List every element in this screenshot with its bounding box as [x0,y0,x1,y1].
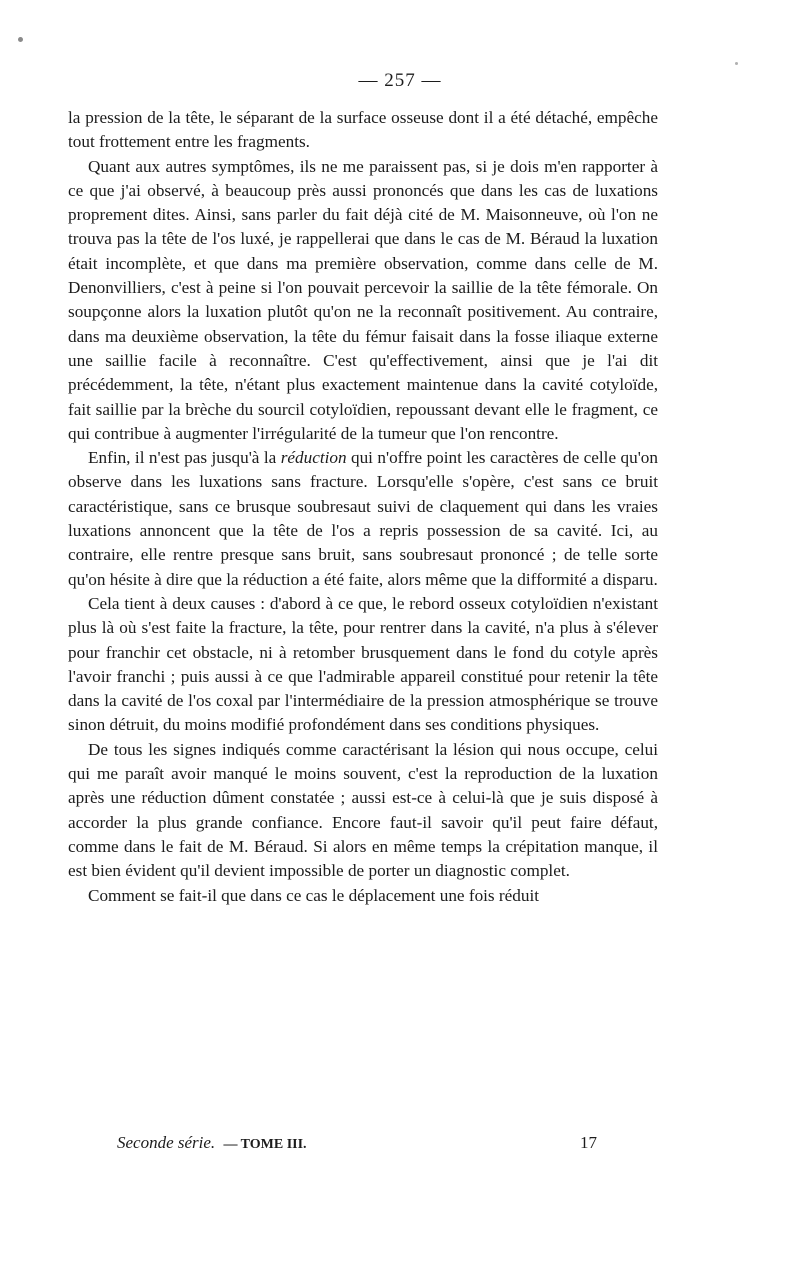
paragraph-1: la pression de la tête, le séparant de la surface osseuse dont il a été détaché, empêche tout frottement entre les fragments. [68,108,658,152]
paragraph-5: De tous les signes indiqués comme caractérisant la lésion qui nous occupe, celui qui me paraît avoir manqué le moins souvent, c'est la reproduction de la luxation après une réduction dûment constatée ; aussi est-ce à celui-là que je suis disposé à accorder la plus grande confiance. Encore faut-il savoir qu'il peut faire défaut, comme dans le fait de M. Béraud. Si alors en même temps la crépitation manque, il est bien évident qu'il devient impossible de porter un diagnostic complet. [68,739,658,881]
paragraph-3-end: qui n'offre point les caractères de celle qu'on observe dans les luxations sans fracture. Lorsqu'elle s'opère, c'est sans ce bruit caractéristique, sans ce brusque soubresaut suivi de claquement qui dans les vraies luxations annoncent que la tête de l'os a repris possession de sa cavité. Ici, au contraire, elle rentre presque sans bruit, sans soubresaut prononcé ; de telle sorte qu'on hésite à dire que la réduction a été faite, alors même que la difformité a disparu. [68,448,658,589]
paragraph-3-start: Enfin, il n'est pas jusqu'à la [88,448,281,468]
paragraph-6: Comment se fait-il que dans ce cas le déplacement une fois réduit [88,885,540,905]
footer-tome: — TOME III. [223,1137,307,1152]
paragraph-2: Quant aux autres symptômes, ils ne me paraissent pas, si je dois m'en rapporter à ce que j'ai observé, à beaucoup près aussi prononcés que dans les cas de luxations proprement dites. Ainsi, sans parler du fait déjà cité de M. Maisonneuve, où l'on ne trouva pas la tête de l'os luxé, je rappellerai que dans le cas de M. Béraud la luxation était incomplète, et que dans ma première observation, comme dans celle de M. Denonvilliers, c'est à peine si l'on pouvait percevoir la saillie de la tête fémorale. On soupçonne alors la luxation plutôt qu'on ne la reconnaît positivement. Au contraire, dans ma deuxième observation, la tête du fémur faisait dans la fosse iliaque externe une saillie facile à reconnaître. C'est qu'effectivement, ainsi que je l'ai dit précédemment, la tête, n'étant plus exactement maintenue dans la cavité cotyloïde, fait saillie par la brèche du sourcil cotyloïdien, repoussant devant elle le fragment, ce qui contribue à augmenter l'irrégularité de la tumeur que l'on rencontre. [68,156,658,443]
footer-signature: 17 [580,1133,597,1152]
page-footer [117,1133,597,1153]
paragraph-3 [68,446,658,592]
page-number: — 257 — [358,70,442,91]
body-text [68,106,658,908]
speck-mark [18,37,23,42]
speck-mark [735,62,738,65]
footer-series: Seconde série. [117,1133,216,1152]
paragraph-4: Cela tient à deux causes : d'abord à ce que, le rebord osseux cotyloïdien n'existant plus là où s'est faite la fracture, la tête, pour rentrer dans la cavité, n'a plus à s'élever pour franchir cet obstacle, ni à retomber brusquement dans le fond du cotyle après l'avoir franchi ; puis aussi à ce que l'admirable appareil constitué pour retenir la tête dans la cavité de l'os coxal par l'intermédiaire de la pression atmosphérique se trouve sinon détruit, du moins modifié profondément dans ses conditions physiques. [68,593,658,735]
reduction-emphasis: réduction [280,448,347,468]
